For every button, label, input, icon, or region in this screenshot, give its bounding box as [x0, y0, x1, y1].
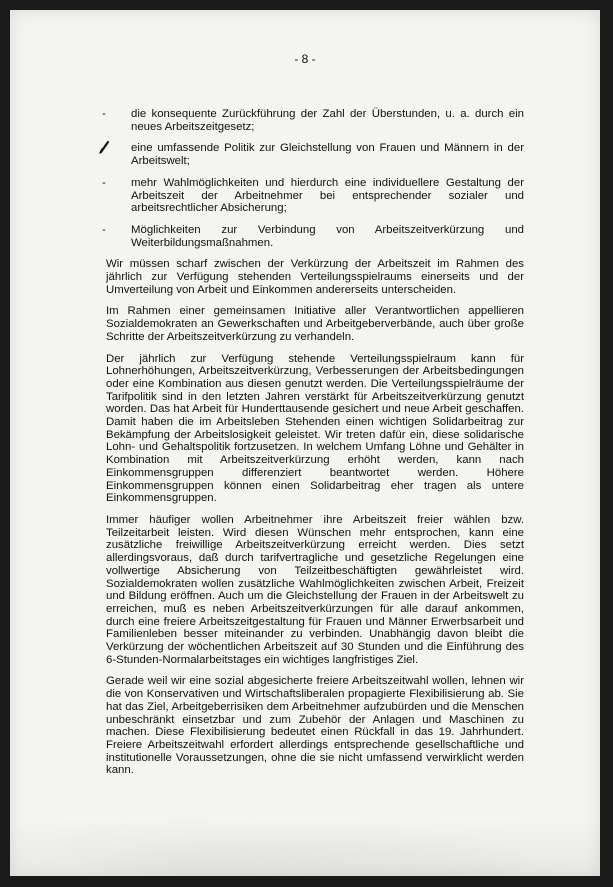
- list-item-text: mehr Wahlmöglichkeiten und hierdurch eine individuellere Gestaltung der Arbeitszeit der Arbeitnehmer bei entsprechender sozialer und arbeitsrechtlicher Absicherung;: [131, 176, 524, 215]
- handwritten-check-mark: [98, 140, 112, 154]
- paragraph: Gerade weil wir eine sozial abgesicherte freiere Arbeitszeitwahl wollen, lehnen wir die von Konservativen und Wirtschaftsliberalen propagierte Flexibilisierung ab. Sie hat das Ziel, Arbeitgeberrisiken dem Arbeitnehmer aufzubürden und die Menschen unbeschränkt einsetzbar und zum Zubehör der Anlagen und Maschinen zu machen. Diese Flexibilisierung bedeutet einen Rückfall in das 19. Jahrhundert. Freiere Arbeitszeitwahl erfordert allerdings entsprechende gesellschaftliche und institutionelle Voraussetzungen, ohne die sie nicht umfassend verwirklicht werden kann.: [106, 675, 524, 777]
- list-item: [102, 176, 524, 215]
- dash-bullet: -: [102, 108, 106, 120]
- body-text: [102, 108, 524, 786]
- paragraph: Im Rahmen einer gemeinsamen Initiative aller Verantwortlichen appellieren Sozialdemokraten an Gewerkschaften und Arbeitgeberverbände, auch über große Schritte der Arbeitszeitverkürzung zu verhandeln.: [106, 305, 524, 343]
- bullet-list: [102, 108, 524, 249]
- paragraph: Der jährlich zur Verfügung stehende Verteilungsspielraum kann für Lohnerhöhungen, Arbeitszeitverkürzung, Verbesserungen der Arbeitsbedingungen oder eine Kombination aus diesen genutzt werden. Die Verteilungsspielräume der Tarifpolitik sind in den letzten Jahren verstärkt für Arbeitszeitverkürzung genutzt worden. Das hat Arbeit für Hunderttausende gesichert und neue Arbeit geschaffen. Damit haben die im Arbeitsleben Stehenden einen wichtigen Solidarbeitrag zur Bekämpfung der Arbeitslosigkeit geleistet. Wir treten dafür ein, diese solidarische Lohn- und Gehaltspolitik fortzusetzen. In welchem Umfang Löhne und Gehälter in Kombination mit Arbeitszeitverkürzung erhöht werden, kann nach Einkommensgruppen differenziert beantwortet werden. Höhere Einkommensgruppen können einen Solidarbeitrag eher tragen als untere Einkommensgruppen.: [106, 352, 524, 505]
- paragraph: Wir müssen scharf zwischen der Verkürzung der Arbeitszeit im Rahmen des jährlich zur Verfügung stehenden Verteilungsspielraums einerseits und der Umverteilung von Arbeit und Einkommen andererseits unterscheiden.: [106, 258, 524, 296]
- page-number: - 8 -: [294, 52, 316, 66]
- list-item-text: Möglichkeiten zur Verbindung von Arbeitszeitverkürzung und Weiterbildungsmaßnahmen.: [131, 223, 524, 249]
- list-item-text: die konsequente Zurückführung der Zahl der Überstunden, u. a. durch ein neues Arbeitszeitgesetz;: [131, 108, 524, 133]
- dash-bullet: -: [102, 176, 106, 189]
- list-item: [106, 142, 524, 167]
- dash-bullet: -: [102, 223, 106, 236]
- list-item: [102, 223, 524, 249]
- paragraph: Immer häufiger wollen Arbeitnehmer ihre Arbeitszeit freier wählen bzw. Teilzeitarbeit leisten. Wird diesen Wünschen mehr entsprochen, kann eine zusätzliche freiwillige Arbeitszeitverkürzung erreicht werden. Dies setzt allerdingsvoraus, daß durch tarifvertragliche und gesetzliche Regelungen eine vollwertige Absicherung von Teilzeitbeschäftigten gewährleistet wird. Sozialdemokraten wollen zusätzliche Wahlmöglichkeiten zwischen Arbeit, Freizeit und Bildung eröffnen. Auch um die Gleichstellung der Frauen in der Arbeitswelt zu erreichen, muß es neben Arbeitszeitverkürzungen für alle darauf ankommen, durch eine freiere Arbeitszeitgestaltung für Frauen und Männer Erwerbsarbeit und Familienleben besser miteinander zu verbinden. Unabhängig davon bleibt die Verkürzung der wöchentlichen Arbeitszeit auf 30 Stunden und die Einführung des 6-Stunden-Normalarbeitstages ein wichtiges langfristiges Ziel.: [106, 513, 524, 666]
- list-item: [102, 108, 524, 133]
- document-page: [10, 10, 600, 876]
- list-item-text: eine umfassende Politik zur Gleichstellung von Frauen und Männern in der Arbeitswelt;: [131, 142, 524, 168]
